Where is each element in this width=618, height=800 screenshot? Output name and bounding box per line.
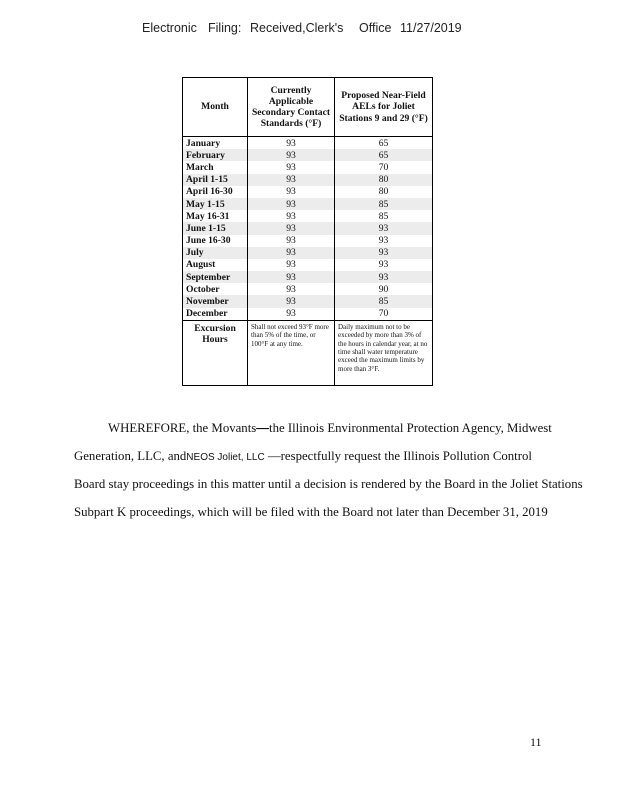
row-month: April 16-30 (183, 186, 248, 198)
row-month: June 16-30 (183, 235, 248, 247)
excursion-hours-row (183, 320, 433, 385)
temperature-limits-table (182, 77, 433, 386)
paragraph-line-1 (108, 421, 618, 436)
row-month: March (183, 161, 248, 173)
table-row (183, 308, 433, 321)
row-proposed: 65 (335, 137, 433, 150)
table-row (183, 235, 433, 247)
page-number: 11 (530, 735, 542, 749)
row-current: 93 (248, 149, 335, 161)
row-month: November (183, 295, 248, 307)
row-month: January (183, 137, 248, 150)
col-header-current: Currently Applicable Secondary Contact Standards (°F) (248, 78, 335, 137)
row-proposed: 93 (335, 259, 433, 271)
header-filing: Filing: (208, 21, 242, 35)
row-proposed: 80 (335, 186, 433, 198)
neos-joliet-insert: NEOS Joliet, LLC (186, 452, 265, 463)
row-month: February (183, 149, 248, 161)
row-proposed: 93 (335, 271, 433, 283)
row-current: 93 (248, 174, 335, 186)
table-row (183, 259, 433, 271)
paragraph-line-4: Subpart K proceedings, which will be filed with the Board not later than December 31, 2019 (74, 505, 548, 519)
row-proposed: 85 (335, 210, 433, 222)
row-current: 93 (248, 137, 335, 150)
paragraph-line-2 (74, 449, 594, 464)
row-current: 93 (248, 186, 335, 198)
row-month: December (183, 308, 248, 321)
struck-dash: — (256, 421, 270, 435)
col-header-proposed: Proposed Near-Field AELs for Joliet Stations 9 and 29 (°F) (335, 78, 433, 137)
row-month: May 16-31 (183, 210, 248, 222)
row-current: 93 (248, 198, 335, 210)
excursion-current-text (248, 320, 335, 385)
header-date: 11/27/2019 (400, 21, 462, 35)
row-month: October (183, 283, 248, 295)
wherefore-word: WHEREFORE (108, 421, 187, 435)
row-current: 93 (248, 161, 335, 173)
table-row (183, 161, 433, 173)
row-proposed: 93 (335, 235, 433, 247)
row-current: 93 (248, 259, 335, 271)
row-proposed: 70 (335, 308, 433, 321)
excursion-label: Excursion Hours (183, 320, 248, 385)
excursion-proposed-clip: Daily maximum not to be exceeded by more than 3% of the hours in calendar year, at no time shall water temperature exceed the maximum limits by more than 3°F. (338, 322, 428, 373)
row-month: April 1-15 (183, 174, 248, 186)
table-row (183, 283, 433, 295)
row-current: 93 (248, 210, 335, 222)
row-current: 93 (248, 247, 335, 259)
row-current: 93 (248, 271, 335, 283)
table-row (183, 210, 433, 222)
row-month: June 1-15 (183, 222, 248, 234)
paragraph-line-3: Board stay proceedings in this matter until a decision is rendered by the Board in the Joliet Stations (74, 477, 583, 491)
row-current: 93 (248, 283, 335, 295)
row-current: 93 (248, 295, 335, 307)
row-proposed: 65 (335, 149, 433, 161)
row-current: 93 (248, 222, 335, 234)
row-proposed: 85 (335, 295, 433, 307)
row-proposed: 93 (335, 222, 433, 234)
row-current: 93 (248, 235, 335, 247)
table-row (183, 222, 433, 234)
header-electronic: Electronic (142, 21, 197, 35)
row-month: May 1-15 (183, 198, 248, 210)
table-row (183, 174, 433, 186)
header-office: Office (359, 21, 392, 35)
row-proposed: 90 (335, 283, 433, 295)
table-row (183, 295, 433, 307)
row-proposed: 85 (335, 198, 433, 210)
table-header-row (183, 78, 433, 137)
table-row (183, 149, 433, 161)
row-month: July (183, 247, 248, 259)
table-row (183, 186, 433, 198)
row-current: 93 (248, 308, 335, 321)
line1-rest: the Illinois Environmental Protection Agency, Midwest (269, 421, 552, 435)
excursion-current-clip: Shall not exceed 93°F more than 5% of the time, or 100°F at any time. (251, 322, 329, 348)
row-month: September (183, 271, 248, 283)
table-row (183, 271, 433, 283)
table-row (183, 198, 433, 210)
table-row (183, 247, 433, 259)
row-proposed: 93 (335, 247, 433, 259)
row-proposed: 80 (335, 174, 433, 186)
header-received: Received,Clerk's (250, 21, 344, 35)
row-proposed: 70 (335, 161, 433, 173)
line2-rest: —respectfully request the Illinois Pollution Control (267, 449, 532, 463)
row-month: August (183, 259, 248, 271)
line2-start: Generation, LLC, and (74, 449, 187, 463)
table-row (183, 137, 433, 150)
col-header-month: Month (183, 78, 248, 137)
movants-phrase: , the Movants (186, 421, 257, 435)
excursion-proposed-text (335, 320, 433, 385)
